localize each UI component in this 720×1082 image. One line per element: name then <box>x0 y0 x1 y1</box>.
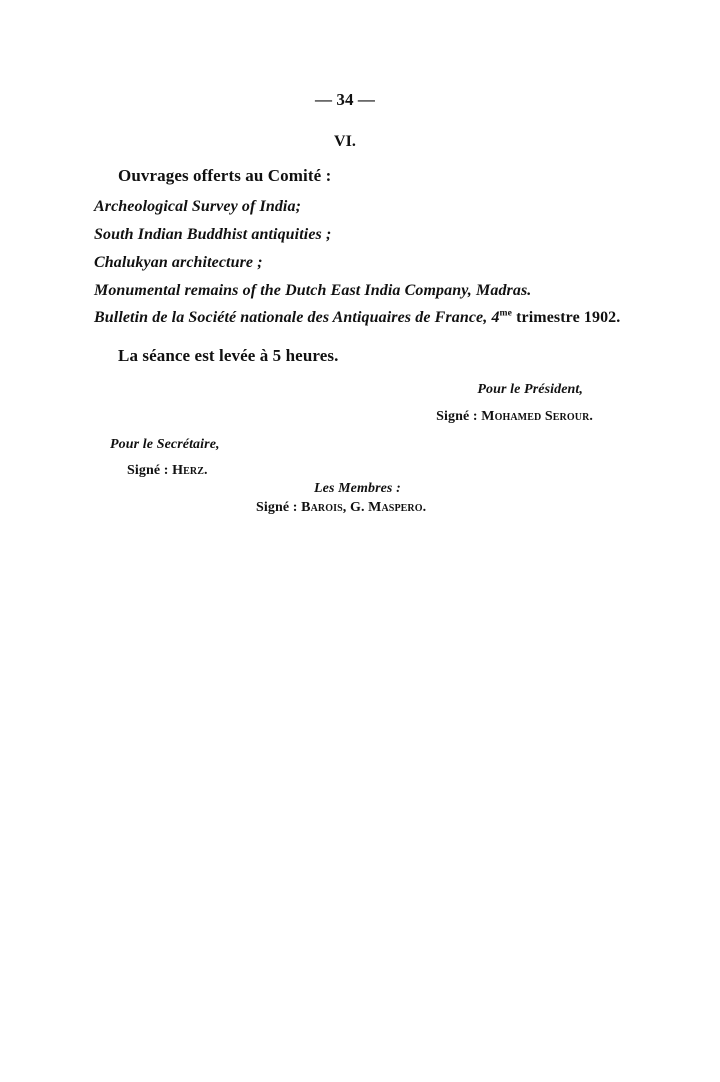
president-signe: Signé : <box>436 409 478 424</box>
president-signature <box>436 409 593 425</box>
issue-rest: trimestre 1902. <box>516 309 621 326</box>
book-item-4: Monumental remains of the Dutch East India Company, Madras. <box>94 282 532 299</box>
book-item-1: Archeological Survey of India; <box>94 198 301 215</box>
president-name: Mohamed Serour. <box>481 409 593 424</box>
issue-suffix: me <box>499 307 512 319</box>
members-names: Barois, G. Maspero. <box>301 500 427 515</box>
members-label: Les Membres : <box>314 481 401 496</box>
secretary-label: Pour le Secrétaire, <box>110 437 220 452</box>
members-signature <box>256 500 426 516</box>
secretary-name: Herz. <box>172 463 208 478</box>
secretary-signature <box>127 463 208 479</box>
issue-number: 4 <box>491 309 500 326</box>
secretary-signe: Signé : <box>127 463 169 478</box>
members-signe: Signé : <box>256 500 298 515</box>
intro-text: Ouvrages offerts au Comité : <box>118 166 332 185</box>
page-number: — 34 — <box>314 90 376 109</box>
bulletin-title: Bulletin de la Société nationale des Antiquaires de France, <box>94 309 488 326</box>
president-label: Pour le Président, <box>477 382 583 397</box>
book-item-2: South Indian Buddhist antiquities ; <box>94 226 332 243</box>
book-item-3: Chalukyan architecture ; <box>94 254 263 271</box>
closing-text: La séance est levée à 5 heures. <box>118 346 339 365</box>
book-item-5 <box>94 309 620 327</box>
section-heading: VI. <box>333 133 357 150</box>
